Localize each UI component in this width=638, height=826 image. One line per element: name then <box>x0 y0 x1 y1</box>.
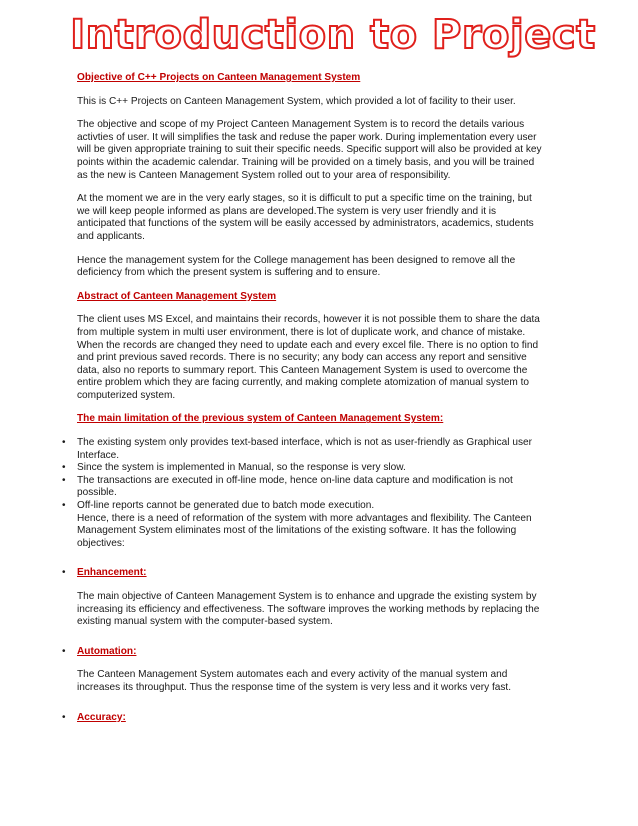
accuracy-section <box>62 711 547 725</box>
enhancement-paragraph: The main objective of Canteen Management System is to enhance and upgrade the existing system by increasing its efficiency and effectiveness. The software improves the working methods by replacing the existing manual system with the computer-based system. <box>77 591 540 628</box>
objective-paragraph-1: This is C++ Projects on Canteen Management System, which provided a lot of facility to their user. <box>77 95 516 107</box>
abstract-paragraph: The client uses MS Excel, and maintains their records, however it is not possible them to share the data from multiple system in multi user environment, there is lot of duplicate work, and chance of mistake. When the records are changed they need to update each and every excel file. There is no option to find and print previous saved records. There is no security; any body can access any report and sensitive data, also no reports to summary report. This Canteen Management System is used to overcome the entire problem which they are facing currently, and making complete atomization of manual system to computerized system. <box>77 314 540 401</box>
list-item <box>62 462 547 475</box>
objective-paragraph-4: Hence the management system for the College management has been designed to remove all the deficiency from which the present system is suffering and to ensure. <box>77 254 516 279</box>
objective-paragraph-2: The objective and scope of my Project Canteen Management System is to record the details various activties of user. It will simplifies the task and reduse the paper work. During implementation every user will be given appropriate training to suit their specific needs. Specific support will also be provided at key points within the academic calendar. Training will be provided on a timely basis, and you will be trained as the new is Canteen Management System rolled out to your area of responsibility. <box>77 119 542 181</box>
enhancement-heading: Enhancement: <box>77 567 147 579</box>
list-item <box>62 474 547 500</box>
bullet-icon: • <box>62 567 66 579</box>
objective-heading: Objective of C++ Projects on Canteen Management System <box>77 72 361 83</box>
bullet-icon: • <box>62 474 66 486</box>
page-title-container <box>0 4 638 60</box>
objective-paragraph-3: At the moment we are in the very early stages, so it is difficult to put a specific time on the training, but we will keep people informed as plans are developed.The system is very user friendly and it is anticipated that functions of the system will be easily accessed by administrators, academics, students and applicants. <box>77 193 534 242</box>
limitation-text-3: The transactions are executed in off-line mode, hence on-line data capture and modification is not possible. <box>77 474 513 499</box>
bullet-icon: • <box>62 462 66 474</box>
bullet-icon: • <box>62 500 66 512</box>
document-body <box>62 72 547 735</box>
limitation-text-2: Since the system is implemented in Manual, so the response is very slow. <box>77 462 406 474</box>
limitations-list <box>62 437 547 550</box>
page-title-graphic <box>0 4 638 60</box>
accuracy-heading: Accuracy: <box>77 711 126 723</box>
automation-paragraph: The Canteen Management System automates each and every activity of the manual system and increases its throughput. Thus the response time of the system is very less and it works very fast. <box>77 669 512 693</box>
limitation-text-4: Off-line reports cannot be generated due to batch mode execution. <box>77 500 375 512</box>
bullet-icon: • <box>62 645 66 657</box>
limitation-heading: The main limitation of the previous system of Canteen Management System: <box>77 413 444 425</box>
limitation-conclusion: Hence, there is a need of reformation of the system with more advantages and flexibility. The Canteen Management System eliminates most of the limitations of the existing software. It has the following objectives: <box>77 512 532 549</box>
enhancement-section <box>62 567 547 580</box>
list-item <box>62 500 547 550</box>
page-title: Introduction to Project <box>70 12 596 58</box>
abstract-heading: Abstract of Canteen Management System <box>77 290 277 302</box>
list-item <box>62 437 547 462</box>
automation-section <box>62 645 547 659</box>
bullet-icon: • <box>62 711 66 723</box>
bullet-icon: • <box>62 437 66 449</box>
limitation-text-1: The existing system only provides text-based interface, which is not as user-friendly as Graphical user Interface. <box>77 437 532 461</box>
automation-heading: Automation: <box>77 645 137 657</box>
